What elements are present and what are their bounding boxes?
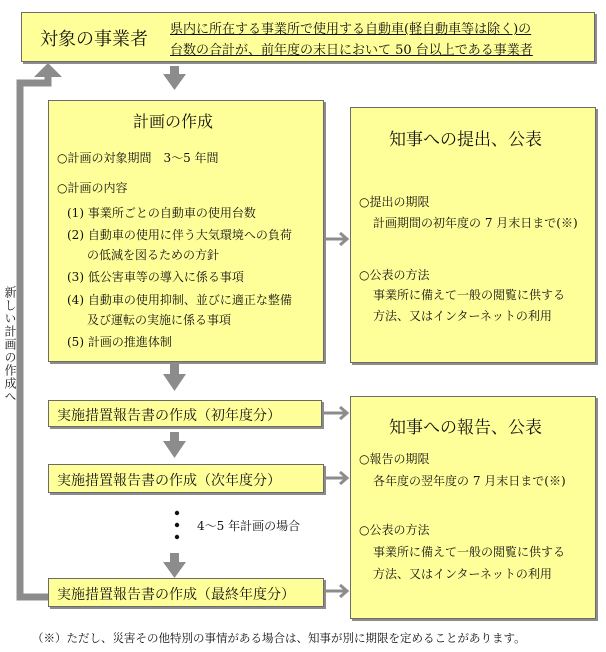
report-final-box (48, 578, 324, 607)
plan-item-5: (5) 計画の推進体制 (67, 335, 172, 349)
report-first-label: 実施措置報告書の作成（初年度分） (57, 408, 281, 424)
report-box-title: 知事への報告、公表 (389, 418, 542, 438)
submit-publish-line2: 方法、又はインターネットの利用 (373, 309, 552, 323)
target-desc-line2: 台数の合計が、前年度の末日において 50 台以上である事業者 (170, 43, 533, 58)
side-label: 新しい計画の作成へ (3, 286, 17, 403)
target-label: 対象の事業者 (40, 29, 148, 50)
footnote: （※）ただし、災害その他特別の事情がある場合は、知事が別に期限を定めることがあります。 (32, 631, 526, 645)
plan-item-2-cont: の低減を図るための方針 (87, 248, 220, 262)
continuation-dots (175, 511, 179, 539)
report-publish-line1: 事業所に備えて一般の閲覧に供する (373, 545, 566, 559)
submit-box (350, 107, 596, 363)
loop-back-arrowhead (34, 63, 62, 77)
report-first-box (48, 400, 322, 427)
target-desc-line1: 県内に所在する事業所で使用する自動車(軽自動車等は除く)の (170, 22, 532, 37)
right-arrow-final (326, 585, 347, 597)
right-arrow-first (324, 407, 347, 419)
plan-item-3: (3) 低公害車等の導入に係る事項 (67, 270, 244, 284)
target-box (21, 12, 595, 62)
down-arrow-1 (163, 66, 186, 90)
report-publish-line2: 方法、又はインターネットの利用 (373, 567, 552, 581)
report-deadline-text: 各年度の翌年度の 7 月末日まで(※) (373, 474, 566, 488)
report-next-box (48, 464, 324, 493)
plan-box (48, 100, 324, 362)
report-final-label: 実施措置報告書の作成（最終年度分） (57, 587, 295, 603)
submit-deadline-head: ○提出の期限 (359, 195, 430, 209)
plan-item-4-cont: 及び運転の実施に係る事項 (87, 313, 232, 327)
down-arrow-4 (163, 553, 186, 578)
report-deadline-head: ○報告の期限 (359, 452, 430, 466)
submit-deadline-text: 計画期間の初年度の 7 月末日まで(※) (373, 216, 578, 230)
right-arrow-plan (326, 233, 347, 245)
plan-item-4: (4) 自動車の使用抑制、並びに適正な整備 (67, 293, 292, 307)
plan-title: 計画の作成 (133, 112, 214, 131)
down-arrow-2 (163, 364, 186, 391)
plan-item-2: (2) 自動車の使用に伴う大気環境への負荷 (67, 228, 292, 242)
submit-publish-head: ○公表の方法 (359, 268, 430, 282)
plan-item-1: (1) 事業所ごとの自動車の使用台数 (67, 206, 256, 220)
plan-length-note: 4～5 年計画の場合 (197, 519, 301, 533)
down-arrow-3 (163, 432, 186, 458)
submit-title: 知事への提出、公表 (389, 130, 542, 150)
report-box (350, 396, 596, 619)
plan-period: ○計画の対象期間 3～5 年間 (57, 151, 219, 165)
report-next-label: 実施措置報告書の作成（次年度分） (57, 473, 281, 489)
submit-publish-line1: 事業所に備えて一般の閲覧に供する (373, 288, 566, 302)
right-arrow-next (326, 472, 347, 484)
report-publish-head: ○公表の方法 (359, 523, 430, 537)
loop-back-line (20, 68, 48, 597)
plan-content-head: ○計画の内容 (57, 181, 128, 195)
